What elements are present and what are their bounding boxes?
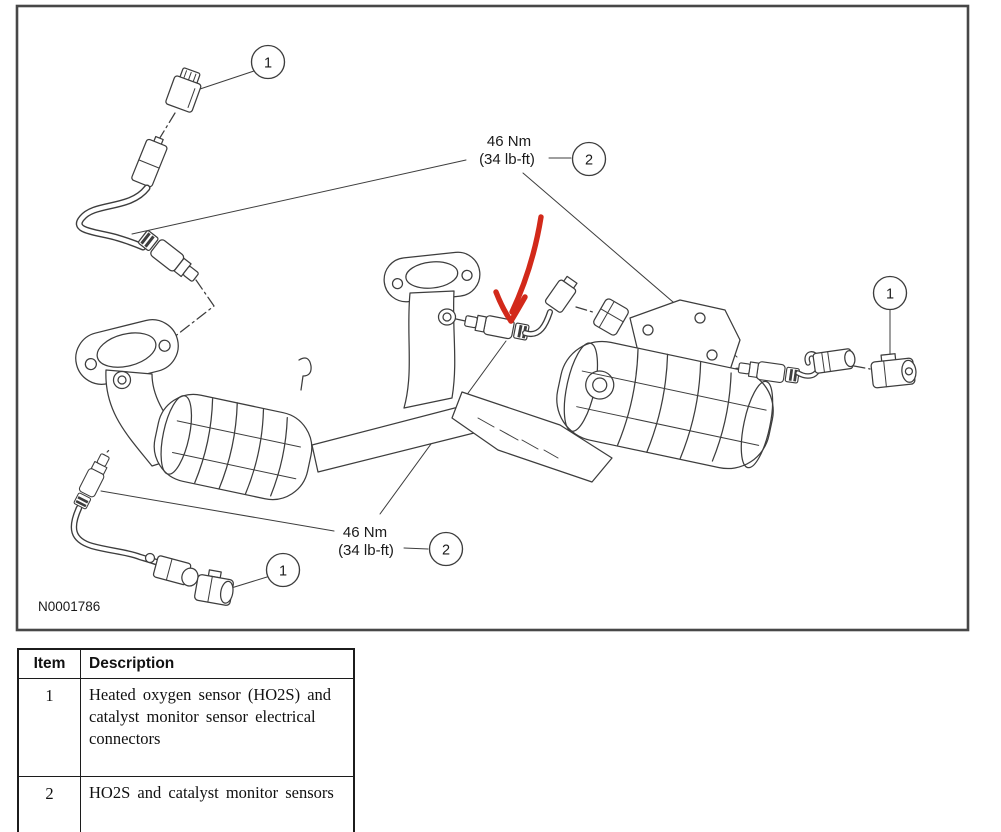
torque-label-bottom	[338, 524, 394, 559]
front-ho2s-connector	[165, 66, 205, 113]
figure-code: N0001786	[38, 599, 101, 614]
monitor-sensor-connector	[153, 555, 201, 588]
svg-text:46 Nm: 46 Nm	[342, 524, 388, 541]
svg-text:(34 lb-ft): (34 lb-ft)	[479, 151, 535, 168]
legend-header-row	[18, 649, 354, 679]
center-sensor-connector	[544, 274, 580, 313]
legend-row-1-description: Heated oxygen sensor (HO2S) and catalyst monitor sensor electrical connectors	[81, 679, 355, 777]
center-harness-connector	[592, 298, 630, 337]
svg-text:1: 1	[263, 55, 273, 72]
center-ho2s-sensor	[464, 311, 530, 342]
torque-label-top	[479, 133, 535, 168]
legend-header-item: Item	[18, 649, 81, 679]
front-harness-connector	[131, 134, 170, 188]
legend-row-2	[18, 777, 354, 832]
callout-2-top	[573, 143, 606, 176]
rear-harness-connector	[870, 352, 917, 388]
legend-row-1	[18, 679, 354, 777]
monitor-sensor	[72, 452, 113, 510]
legend-header-description: Description	[81, 649, 355, 679]
legend-row-2-description: HO2S and catalyst monitor sensors	[81, 777, 355, 832]
svg-text:(34 lb-ft): (34 lb-ft)	[338, 542, 394, 559]
callout-1-right	[874, 277, 907, 310]
callout-1-top-left	[252, 46, 285, 79]
callout-1-bottom-left	[267, 554, 300, 587]
hanger-hook	[299, 358, 311, 390]
svg-text:46 Nm: 46 Nm	[486, 133, 532, 150]
callout-2-bottom	[430, 533, 463, 566]
svg-text:2: 2	[584, 152, 594, 169]
legend-row-2-item: 2	[18, 777, 81, 832]
center-sensor-boss	[439, 309, 456, 325]
svg-text:1: 1	[278, 563, 288, 580]
legend-table	[17, 648, 355, 832]
rear-sensor-connector	[813, 348, 856, 374]
svg-text:1: 1	[885, 286, 895, 303]
front-sensor-boss	[114, 372, 131, 389]
annotation-arrow-icon	[496, 217, 541, 321]
front-ho2s-sensor	[137, 228, 202, 285]
front-catalytic-converter	[148, 388, 319, 507]
legend-row-1-item: 1	[18, 679, 81, 777]
svg-text:2: 2	[441, 542, 451, 559]
monitor-harness-connector	[194, 568, 236, 606]
